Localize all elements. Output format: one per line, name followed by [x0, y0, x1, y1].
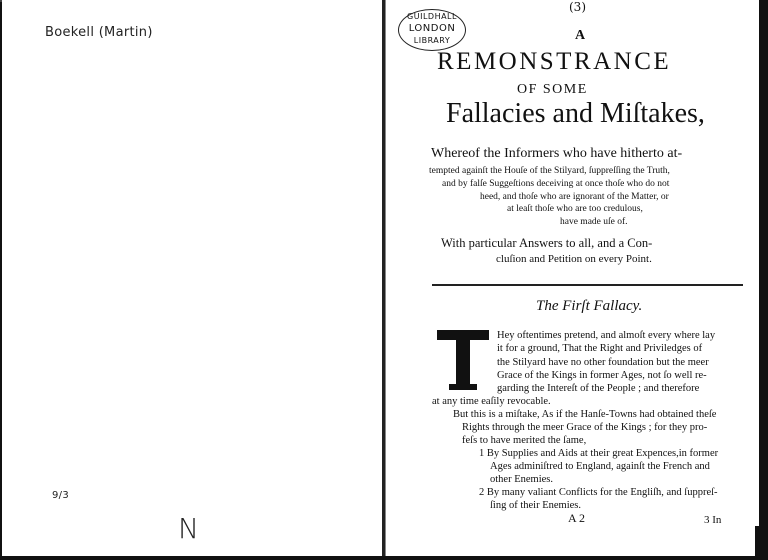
page-border-right	[759, 0, 768, 560]
left-page	[2, 0, 382, 556]
body-line-4: Grace of the Kings in former Ages, not ſo well re-	[497, 370, 707, 381]
page-border-bottom	[0, 556, 768, 560]
drop-cap-t	[437, 330, 489, 390]
body-line-3: the Stilyard have no other foundation but the meer	[497, 357, 709, 368]
stamp-line-3: LIBRARY	[413, 36, 451, 45]
page-number: (3)	[569, 0, 586, 14]
answers-line-1: With particular Answers to all, and a Con-	[441, 236, 653, 250]
list-item-1: 1 By Supplies and Aids at their great Expences,in former	[479, 448, 719, 459]
body-line-7: But this is a miſtake, As if the Hanſe-Towns had obtained theſe	[453, 409, 717, 420]
title-of-some: OF SOME	[517, 82, 588, 97]
subtitle-line-4: heed, and thoſe who are ignorant of the Matter, or	[480, 192, 669, 202]
page-border-right-corner	[755, 526, 759, 556]
subtitle-line-3: and by falſe Suggeſtions deceiving at once thoſe who do not	[442, 179, 670, 189]
body-line-8: Rights through the meer Grace of the Kings ; for they pro-	[462, 422, 708, 433]
section-divider	[432, 284, 743, 286]
subtitle-line-1: Whereof the Informers who have hitherto at-	[431, 146, 683, 161]
title-fallacies: Fallacies and Miſtakes,	[446, 98, 705, 129]
catchword: 3 In	[704, 514, 722, 526]
subtitle-line-5: at leaſt thoſe who are too credulous,	[507, 204, 643, 214]
body-line-6: at any time eaſily revocable.	[432, 396, 551, 407]
subtitle-line-2: tempted againſt the Houſe of the Stilyard, ſuppreſſing the Truth,	[429, 166, 670, 176]
signature-mark: A 2	[568, 511, 586, 525]
stamp-line-1: GUILDHALL	[407, 12, 457, 21]
body-line-2: it for a ground, That the Right and Priviledges of	[497, 343, 703, 354]
body-line-5: garding the Intereſt of the People ; and therefore	[497, 383, 700, 394]
body-line-9: feſs to have merited the ſame,	[462, 435, 587, 446]
subtitle-line-6: have made uſe of.	[560, 217, 628, 227]
answers-line-2: cluſion and Petition on every Point.	[496, 253, 652, 265]
handwritten-name: Boekell (Martin)	[45, 25, 153, 40]
stamp-line-2: LONDON	[408, 23, 456, 34]
handwritten-number: 9/3	[52, 490, 69, 501]
list-item-2-cont-1: ſing of their Enemies.	[490, 500, 581, 511]
list-item-1-cont-2: other Enemies.	[490, 474, 553, 485]
handwritten-letter: N	[178, 512, 200, 545]
section-heading: The Firſt Fallacy.	[536, 298, 643, 314]
library-stamp	[398, 9, 466, 51]
list-item-2: 2 By many valiant Conflicts for the Engliſh, and ſuppreſ-	[479, 487, 718, 498]
body-line-1: Hey oftentimes pretend, and almoſt every where lay	[497, 330, 716, 341]
title-a: A	[575, 28, 586, 43]
title-main: REMONSTRANCE	[437, 48, 672, 75]
list-item-1-cont-1: Ages adminiſtred to England, againſt the French and	[490, 461, 710, 472]
